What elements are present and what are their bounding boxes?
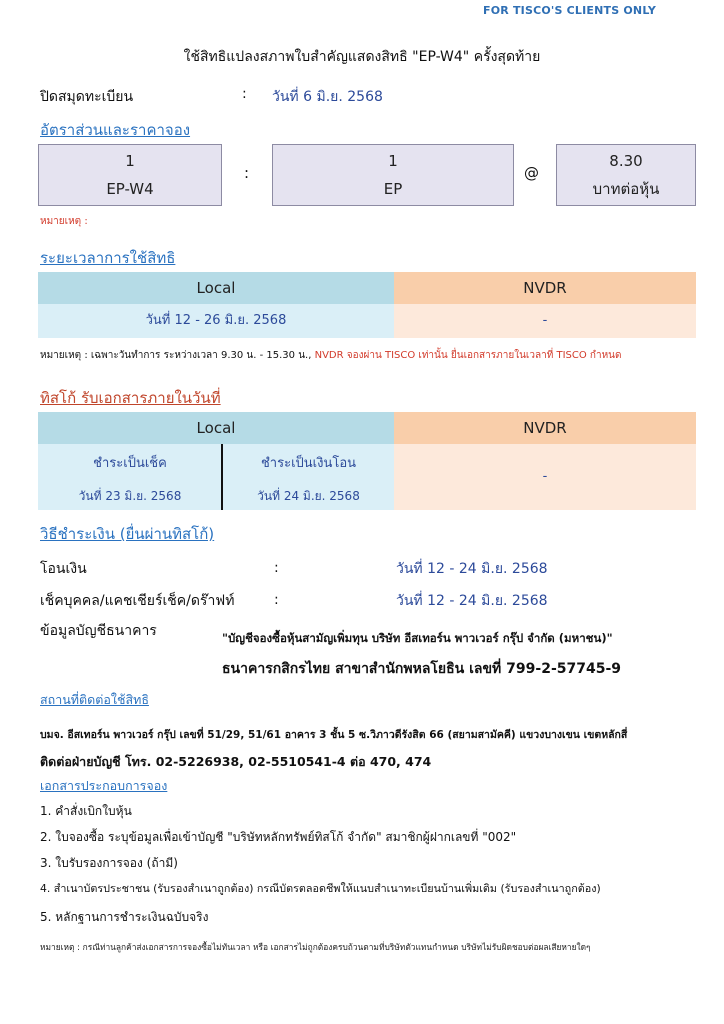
book-closing-colon: : <box>242 86 247 102</box>
payment-transfer-date: วันที่ 12 - 24 มิ.ย. 2568 <box>396 561 548 577</box>
payment-cheque-label: เช็คบุคคล/แคชเชียร์เช็ค/ดร๊าฟท์ <box>40 593 235 609</box>
documents-heading: เอกสารประกอบการจอง <box>40 778 168 793</box>
ratio-separator-at: @ <box>524 164 539 182</box>
receive-transfer-cell <box>223 444 394 510</box>
receive-transfer-label: ชำระเป็นเงินโอน <box>260 456 357 471</box>
receive-cheque-date: วันที่ 23 มิ.ย. 2568 <box>78 489 182 503</box>
book-closing-label: ปิดสมุดทะเบียน <box>40 89 134 105</box>
receive-transfer-date: วันที่ 24 มิ.ย. 2568 <box>257 489 360 503</box>
payment-transfer-label: โอนเงิน <box>40 561 87 577</box>
footer-note: หมายเหตุ : กรณีท่านลูกค้าส่งเอกสารการจองซื้อไม่ทันเวลา หรือ เอกสารไม่ถูกต้องครบถ้วนตามที่บริษัทตัวแทนกำหนด บริษัทไม่รับผิดชอบต่อผลเสียหายใดๆ <box>40 942 591 952</box>
receive-heading: ทิสโก้ รับเอกสารภายในวันที่ <box>40 389 221 407</box>
period-nvdr-value: - <box>394 304 696 338</box>
ratio-box-warrant <box>38 144 222 206</box>
payment-heading: วิธีชำระเงิน (ยื่นผ่านทิสโก้) <box>40 525 215 543</box>
period-local-value: วันที่ 12 - 26 มิ.ย. 2568 <box>38 304 394 338</box>
bank-info-label: ข้อมูลบัญชีธนาคาร <box>40 623 157 639</box>
period-note-red: NVDR จองผ่าน TISCO เท่านั้น ยื่นเอกสารภายในเวลาที่ TISCO กำหนด <box>311 350 622 361</box>
document-item: 2. ใบจองซื้อ ระบุข้อมูลเพื่อเข้าบัญชี "บริษัทหลักทรัพย์ทิสโก้ จำกัด" สมาชิกผู้ฝากเลขที่ "002" <box>40 830 517 844</box>
ratio-heading: อัตราส่วนและราคาจอง <box>40 121 191 139</box>
ratio-share-number: 1 <box>388 152 398 170</box>
document-item: 4. สำเนาบัตรประชาชน (รับรองสำเนาถูกต้อง) กรณีบัตรตลอดชีพให้แนบสำเนาทะเบียนบ้านเพิ่มเติม (รับรองสำเนาถูกต้อง) <box>40 882 601 895</box>
document-item: 1. คำสั่งเบิกใบหุ้น <box>40 804 132 818</box>
payment-cheque-colon: : <box>274 592 279 608</box>
bank-account-number: ธนาคารกสิกรไทย สาขาสำนักพหลโยธิน เลขที่ 799-2-57745-9 <box>222 661 622 677</box>
contact-heading: สถานที่ติดต่อใช้สิทธิ <box>40 692 149 707</box>
ratio-price-unit: บาทต่อหุ้น <box>592 180 660 198</box>
receive-cheque-cell <box>38 444 222 510</box>
period-nvdr-header: NVDR <box>394 272 696 304</box>
contact-phone: ติดต่อฝ่ายบัญชี โทร. 02-5226938, 02-5510541-4 ต่อ 470, 474 <box>40 754 432 769</box>
receive-cheque-label: ชำระเป็นเช็ค <box>93 456 167 471</box>
payment-transfer-colon: : <box>274 560 279 576</box>
ratio-warrant-unit: EP-W4 <box>106 180 154 198</box>
page-title: ใช้สิทธิแปลงสภาพใบสำคัญแสดงสิทธิ "EP-W4" ครั้งสุดท้าย <box>183 49 541 65</box>
bank-account-name: "บัญชีจองซื้อหุ้นสามัญเพิ่มทุน บริษัท อีสเทอร์น พาวเวอร์ กรุ๊ป จำกัด (มหาชน)" <box>222 631 613 645</box>
ratio-price-number: 8.30 <box>609 152 643 170</box>
clients-only-tag: FOR TISCO'S CLIENTS ONLY <box>483 4 656 17</box>
ratio-box-price <box>556 144 696 206</box>
document-item: 3. ใบรับรองการจอง (ถ้ามี) <box>40 856 178 870</box>
period-heading: ระยะเวลาการใช้สิทธิ <box>40 249 176 267</box>
ratio-note: หมายเหตุ : <box>40 216 88 227</box>
payment-cheque-date: วันที่ 12 - 24 มิ.ย. 2568 <box>396 593 548 609</box>
ratio-box-share <box>272 144 514 206</box>
receive-nvdr-header: NVDR <box>394 412 696 444</box>
ratio-warrant-number: 1 <box>125 152 135 170</box>
book-closing-date: วันที่ 6 มิ.ย. 2568 <box>272 89 383 105</box>
ratio-share-unit: EP <box>383 180 403 198</box>
receive-nvdr-value: - <box>394 444 696 510</box>
document-item: 5. หลักฐานการชำระเงินฉบับจริง <box>40 910 209 924</box>
period-note-prefix: หมายเหตุ : เฉพาะวันทำการ ระหว่างเวลา 9.30 น. - 15.30 น., <box>40 350 312 361</box>
ratio-separator-colon: : <box>244 164 250 182</box>
contact-address: บมจ. อีสเทอร์น พาวเวอร์ กรุ๊ป เลขที่ 51/29, 51/61 อาคาร 3 ชั้น 5 ซ.วิภาวดีรังสิต 66 (สยามสามัคคี) แขวงบางเขน เขตหลักสี่ <box>40 729 628 741</box>
period-note <box>40 348 622 363</box>
period-local-header: Local <box>38 272 394 304</box>
receive-local-header: Local <box>38 412 394 444</box>
